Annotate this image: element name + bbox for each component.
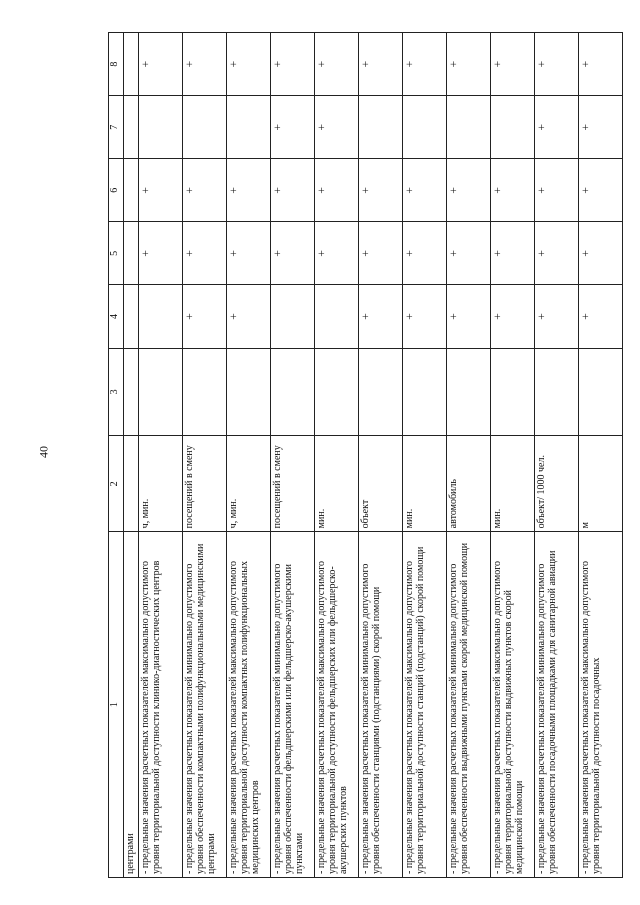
cell-col-4 (315, 285, 359, 348)
cell-col-3 (579, 348, 623, 436)
table-row (124, 33, 139, 878)
cell-col-6: + (315, 159, 359, 222)
header-col-8: 8 (109, 33, 124, 96)
table-row (139, 33, 183, 878)
cell-col-8: + (359, 33, 403, 96)
cell-indicator: - предельные значения расчетных показателей максимально допустимого уровня территориальной доступности станций (подстанций) скорой помощи (403, 532, 447, 878)
header-row (109, 33, 124, 878)
cell-unit: ч, мин. (139, 436, 183, 532)
cell-col-6: + (139, 159, 183, 222)
cell-col-4: + (535, 285, 579, 348)
cell-col-6: + (403, 159, 447, 222)
rotated-table-wrapper (108, 32, 614, 878)
cell-col-4: + (183, 285, 227, 348)
cell-indicator: - предельные значения расчетных показателей максимально допустимого уровня территориальной доступности выдвижных пунктов скорой медицинской помощи (491, 532, 535, 878)
cell-col-3 (183, 348, 227, 436)
header-col-6: 6 (109, 159, 124, 222)
cell-col-3 (139, 348, 183, 436)
cell-col-4 (124, 285, 139, 348)
cell-unit: автомобиль (447, 436, 491, 532)
cell-col-8: + (139, 33, 183, 96)
cell-col-5: + (271, 222, 315, 285)
cell-col-8: + (183, 33, 227, 96)
cell-col-5: + (227, 222, 271, 285)
cell-col-8: + (403, 33, 447, 96)
table-row (183, 33, 227, 878)
cell-col-5: + (491, 222, 535, 285)
cell-col-6: + (491, 159, 535, 222)
cell-unit: мин. (491, 436, 535, 532)
cell-col-7: + (579, 96, 623, 159)
cell-col-7 (359, 96, 403, 159)
cell-col-6: + (535, 159, 579, 222)
cell-col-4: + (491, 285, 535, 348)
cell-col-7 (403, 96, 447, 159)
cell-col-8: + (271, 33, 315, 96)
header-col-1: 1 (109, 532, 124, 878)
header-col-2: 2 (109, 436, 124, 532)
cell-col-8: + (447, 33, 491, 96)
table-row (359, 33, 403, 878)
cell-indicator: - предельные значения расчетных показателей минимально допустимого уровня обеспеченности компактными полифункциональными медицинскими центрами (183, 532, 227, 878)
cell-col-7 (447, 96, 491, 159)
cell-col-5: + (183, 222, 227, 285)
header-col-7: 7 (109, 96, 124, 159)
cell-unit: м (579, 436, 623, 532)
cell-col-5: + (447, 222, 491, 285)
table-row (271, 33, 315, 878)
header-col-5: 5 (109, 222, 124, 285)
cell-indicator: - предельные значения расчетных показателей минимально допустимого уровня обеспеченности выдвижными пунктами скорой медицинской помощи (447, 532, 491, 878)
cell-col-3 (535, 348, 579, 436)
cell-col-4: + (447, 285, 491, 348)
cell-unit: объект (359, 436, 403, 532)
page-number: 40 (36, 446, 51, 458)
table-row (579, 33, 623, 878)
cell-col-6: + (227, 159, 271, 222)
cell-unit: посещений в смену (271, 436, 315, 532)
cell-indicator: центрами (124, 532, 139, 878)
cell-col-5: + (579, 222, 623, 285)
cell-col-6: + (447, 159, 491, 222)
cell-col-5: + (403, 222, 447, 285)
cell-indicator: - предельные значения расчетных показателей минимально допустимого уровня обеспеченности станциями (подстанциями) скорой помощи (359, 532, 403, 878)
cell-col-4 (139, 285, 183, 348)
cell-col-4: + (227, 285, 271, 348)
table-row (491, 33, 535, 878)
cell-col-7 (227, 96, 271, 159)
cell-indicator: - предельные значения расчетных показателей минимально допустимого уровня обеспеченности посадочными площадками для санитарной авиации (535, 532, 579, 878)
cell-unit: объект/ 1000 чел. (535, 436, 579, 532)
cell-unit (124, 436, 139, 532)
cell-col-6: + (579, 159, 623, 222)
cell-col-7 (124, 96, 139, 159)
cell-col-3 (315, 348, 359, 436)
table-row (447, 33, 491, 878)
cell-col-7: + (535, 96, 579, 159)
cell-col-8: + (579, 33, 623, 96)
cell-col-4 (271, 285, 315, 348)
cell-col-8: + (315, 33, 359, 96)
cell-col-5: + (315, 222, 359, 285)
cell-col-6 (124, 159, 139, 222)
cell-col-7 (491, 96, 535, 159)
cell-unit: посещений в смену (183, 436, 227, 532)
cell-col-7: + (271, 96, 315, 159)
indicators-table (108, 32, 623, 878)
cell-col-8: + (491, 33, 535, 96)
cell-indicator: - предельные значения расчетных показателей максимально допустимого уровня территориальной доступности клинико-диагностических центров (139, 532, 183, 878)
cell-col-6: + (359, 159, 403, 222)
cell-col-3 (227, 348, 271, 436)
cell-col-5 (124, 222, 139, 285)
cell-indicator: - предельные значения расчетных показателей максимально допустимого уровня территориальной доступности фельдшерских или фельдшерско-акушерских пунктов (315, 532, 359, 878)
cell-col-3 (359, 348, 403, 436)
cell-col-4: + (359, 285, 403, 348)
table-row (315, 33, 359, 878)
cell-col-4: + (403, 285, 447, 348)
table-row (227, 33, 271, 878)
cell-indicator: - предельные значения расчетных показателей максимально допустимого уровня территориальной доступности посадочных (579, 532, 623, 878)
header-col-3: 3 (109, 348, 124, 436)
cell-col-7: + (315, 96, 359, 159)
cell-indicator: - предельные значения расчетных показателей минимально допустимого уровня обеспеченности фельдшерскими или фельдшерско-акушерскими пунктами (271, 532, 315, 878)
table-row (403, 33, 447, 878)
table-row (535, 33, 579, 878)
cell-unit: мин. (403, 436, 447, 532)
cell-col-6: + (271, 159, 315, 222)
cell-col-5: + (535, 222, 579, 285)
cell-unit: ч, мин. (227, 436, 271, 532)
cell-col-5: + (139, 222, 183, 285)
cell-col-3 (403, 348, 447, 436)
cell-indicator: - предельные значения расчетных показателей максимально допустимого уровня территориальной доступности компактных полифункциональных медицинских центров (227, 532, 271, 878)
cell-col-6: + (183, 159, 227, 222)
cell-col-3 (271, 348, 315, 436)
cell-col-3 (491, 348, 535, 436)
cell-col-8 (124, 33, 139, 96)
cell-col-3 (447, 348, 491, 436)
cell-unit: мин. (315, 436, 359, 532)
cell-col-8: + (535, 33, 579, 96)
cell-col-7 (183, 96, 227, 159)
cell-col-8: + (227, 33, 271, 96)
header-col-4: 4 (109, 285, 124, 348)
cell-col-5: + (359, 222, 403, 285)
cell-col-4: + (579, 285, 623, 348)
cell-col-7 (139, 96, 183, 159)
cell-col-3 (124, 348, 139, 436)
